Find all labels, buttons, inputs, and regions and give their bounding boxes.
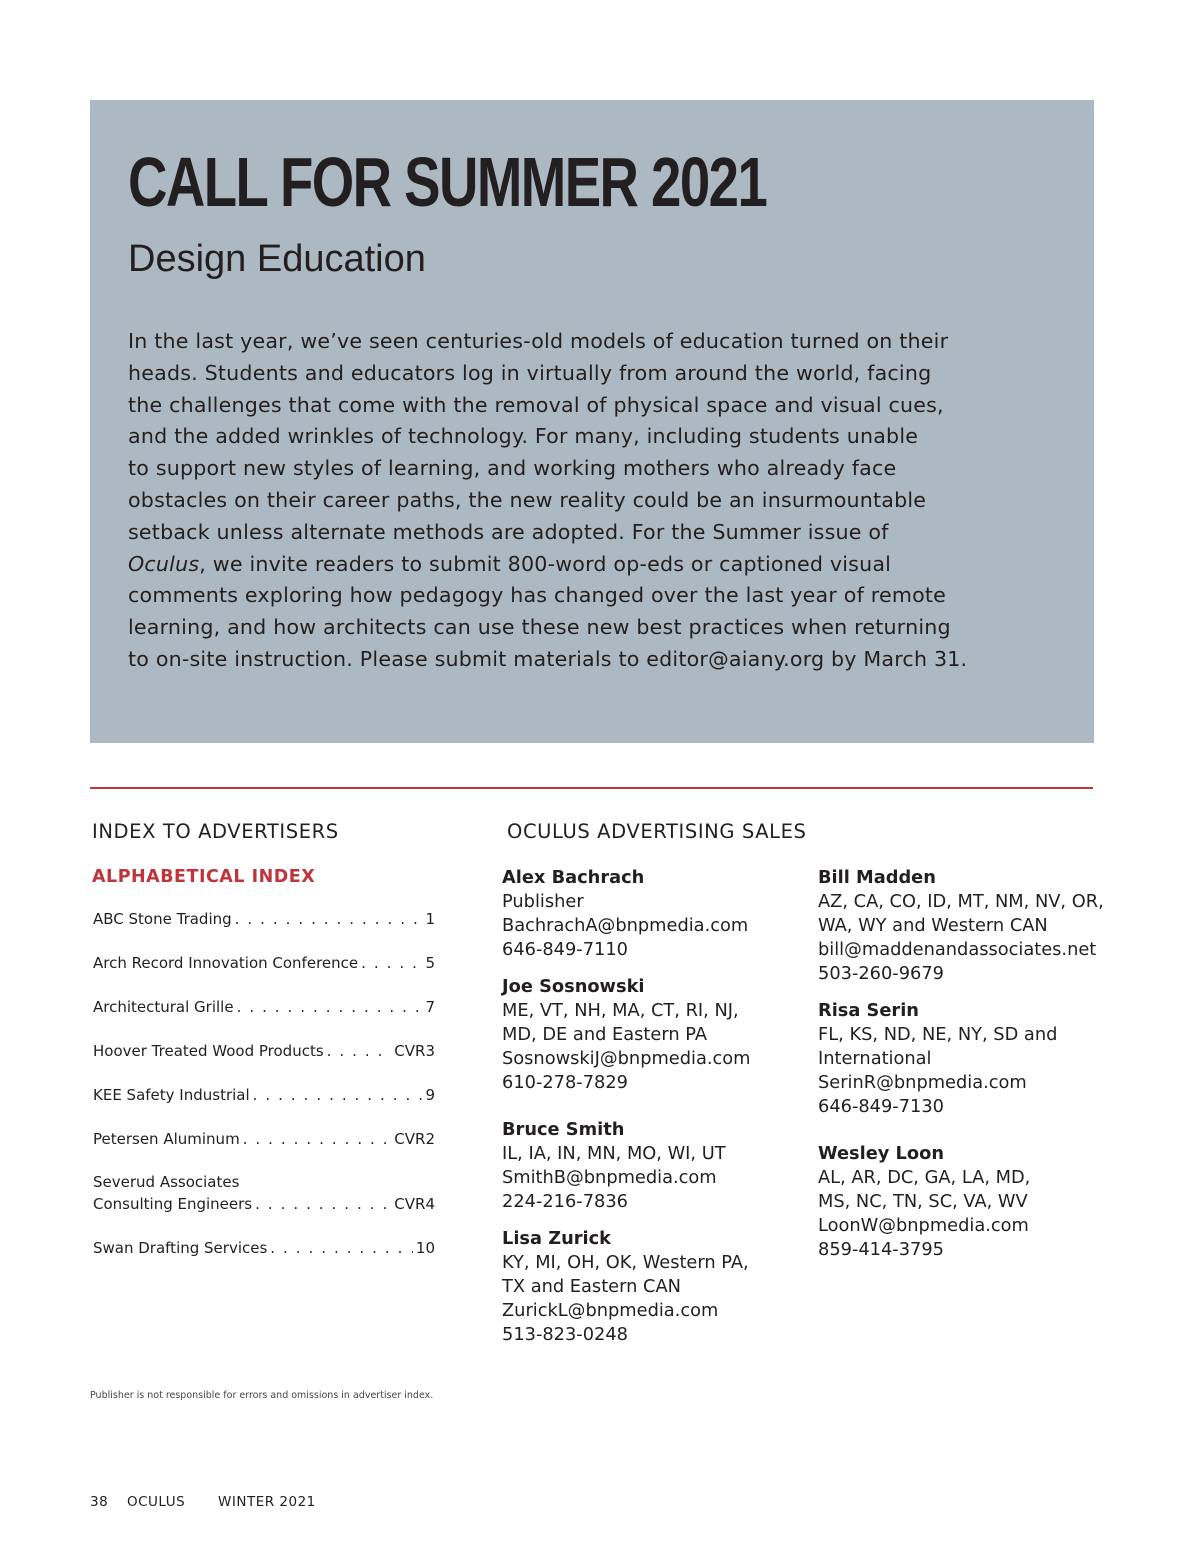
dot-leader <box>235 908 423 930</box>
rep-territory: MS, NC, TN, SC, VA, WV <box>818 1191 1028 1212</box>
advertiser-name: KEE Safety Industrial <box>93 1086 250 1104</box>
advertiser-name: Architectural Grille <box>93 998 234 1016</box>
rep-phone: 503-260-9679 <box>818 963 944 984</box>
advertiser-name-line1: Severud Associates <box>93 1173 240 1191</box>
body-line: to support new styles of learning, and working mothers who already face <box>128 456 897 481</box>
rep-name: Lisa Zurick <box>502 1228 611 1249</box>
rep-phone: 224-216-7836 <box>502 1191 628 1212</box>
rep-territory: IL, IA, IN, MN, MO, WI, UT <box>502 1143 726 1164</box>
rep-territory: ME, VT, NH, MA, CT, RI, NJ, <box>502 1000 739 1021</box>
advertiser-name: Petersen Aluminum <box>93 1130 240 1148</box>
rep-name: Risa Serin <box>818 1000 919 1021</box>
rep-territory: AZ, CA, CO, ID, MT, NM, NV, OR, <box>818 891 1104 912</box>
dot-leader <box>361 952 422 974</box>
body-line: In the last year, we’ve seen centuries-old models of education turned on their <box>128 329 949 353</box>
dot-leader <box>327 1040 392 1062</box>
index-entry <box>93 908 435 930</box>
dot-leader <box>253 1084 423 1106</box>
sales-rep <box>502 866 792 962</box>
rep-name: Bruce Smith <box>502 1119 625 1140</box>
advertiser-page: 10 <box>415 1239 435 1257</box>
rep-territory: International <box>818 1048 932 1069</box>
body-line: the challenges that come with the removal of physical space and visual cues, <box>128 392 944 417</box>
index-entry <box>93 1040 435 1062</box>
rep-email: SmithB@bnpmedia.com <box>502 1167 717 1188</box>
index-entry <box>93 952 435 974</box>
sales-rep <box>818 1142 1108 1262</box>
advertiser-name: Arch Record Innovation Conference <box>93 954 359 972</box>
sales-rep <box>818 866 1108 986</box>
index-entry <box>93 1128 435 1150</box>
callout-body <box>128 326 1048 676</box>
advertiser-name: ABC Stone Trading <box>93 910 232 928</box>
advertiser-name: Consulting Engineers <box>93 1195 253 1213</box>
rep-email: SerinR@bnpmedia.com <box>818 1072 1027 1093</box>
index-entry <box>93 1237 435 1259</box>
dot-leader <box>237 996 423 1018</box>
advertiser-page: 5 <box>425 954 435 972</box>
index-entry <box>93 996 435 1018</box>
rep-name: Bill Madden <box>818 867 936 888</box>
body-line-rest: , we invite readers to submit 800-word op-eds or captioned visual <box>199 551 892 576</box>
callout-subtitle: Design Education <box>128 238 426 280</box>
advertiser-name: Swan Drafting Services <box>93 1239 268 1257</box>
advertiser-page: 9 <box>425 1086 435 1104</box>
advertiser-page: CVR3 <box>394 1042 435 1060</box>
advertiser-page: CVR2 <box>394 1130 435 1148</box>
rep-phone: 646-849-7130 <box>818 1096 944 1117</box>
rep-email: LoonW@bnpmedia.com <box>818 1215 1029 1236</box>
rep-name: Wesley Loon <box>818 1143 944 1164</box>
rep-name: Joe Sosnowski <box>502 976 645 997</box>
rep-territory: FL, KS, ND, NE, NY, SD and <box>818 1024 1058 1045</box>
body-line: setback unless alternate methods are adopted. For the Summer issue of <box>128 519 889 544</box>
page-number: 38 <box>90 1494 109 1510</box>
rep-email: ZurickL@bnpmedia.com <box>502 1300 719 1321</box>
sales-heading: OCULUS ADVERTISING SALES <box>507 820 807 843</box>
sales-rep <box>502 975 792 1095</box>
sales-rep <box>502 1227 792 1347</box>
dot-leader <box>270 1237 413 1259</box>
body-line: comments exploring how pedagogy has changed over the last year of remote <box>128 583 947 608</box>
rep-email: BachrachA@bnpmedia.com <box>502 915 749 936</box>
callout-title: CALL FOR SUMMER 2021 <box>128 143 767 221</box>
rep-title: Publisher <box>502 891 584 912</box>
rep-territory: WA, WY and Western CAN <box>818 915 1048 936</box>
body-line: learning, and how architects can use these new best practices when returning <box>128 615 951 640</box>
body-line: to on-site instruction. Please submit materials to editor@aiany.org by March 31. <box>128 646 968 671</box>
rep-email: bill@maddenandassociates.net <box>818 939 1097 960</box>
rep-phone: 513-823-0248 <box>502 1324 628 1345</box>
advertiser-page: CVR4 <box>394 1195 435 1213</box>
dot-leader <box>255 1193 391 1215</box>
oculus-italic: Oculus <box>128 551 200 576</box>
body-line: obstacles on their career paths, the new reality could be an insurmountable <box>128 487 927 512</box>
rep-phone: 859-414-3795 <box>818 1239 944 1260</box>
index-entry <box>93 1171 435 1215</box>
advertiser-page: 1 <box>425 910 435 928</box>
call-for-submissions-box <box>90 100 1094 743</box>
rep-phone: 610-278-7829 <box>502 1072 628 1093</box>
advertiser-name: Hoover Treated Wood Products <box>93 1042 324 1060</box>
rep-territory: KY, MI, OH, OK, Western PA, <box>502 1252 749 1273</box>
index-heading: INDEX TO ADVERTISERS <box>92 820 339 843</box>
rep-territory: TX and Eastern CAN <box>502 1276 681 1297</box>
rep-territory: AL, AR, DC, GA, LA, MD, <box>818 1167 1031 1188</box>
index-entry <box>93 1084 435 1106</box>
alphabetical-index-subheading: ALPHABETICAL INDEX <box>92 867 316 887</box>
rep-territory: MD, DE and Eastern PA <box>502 1024 707 1045</box>
rep-name: Alex Bachrach <box>502 867 645 888</box>
rep-email: SosnowskiJ@bnpmedia.com <box>502 1048 751 1069</box>
index-disclaimer: Publisher is not responsible for errors and omissions in advertiser index. <box>90 1390 434 1401</box>
rep-phone: 646-849-7110 <box>502 939 628 960</box>
page-footer <box>90 1493 316 1511</box>
body-line: heads. Students and educators log in virtually from around the world, facing <box>128 360 932 385</box>
body-line <box>128 549 1048 581</box>
red-divider <box>90 787 1093 789</box>
dot-leader <box>243 1128 392 1150</box>
issue-name: WINTER 2021 <box>218 1494 316 1510</box>
magazine-name: OCULUS <box>126 1494 186 1510</box>
advertiser-page: 7 <box>425 998 435 1016</box>
sales-rep <box>502 1118 792 1214</box>
sales-rep <box>818 999 1108 1119</box>
body-line: and the added wrinkles of technology. For many, including students unable <box>128 424 919 449</box>
